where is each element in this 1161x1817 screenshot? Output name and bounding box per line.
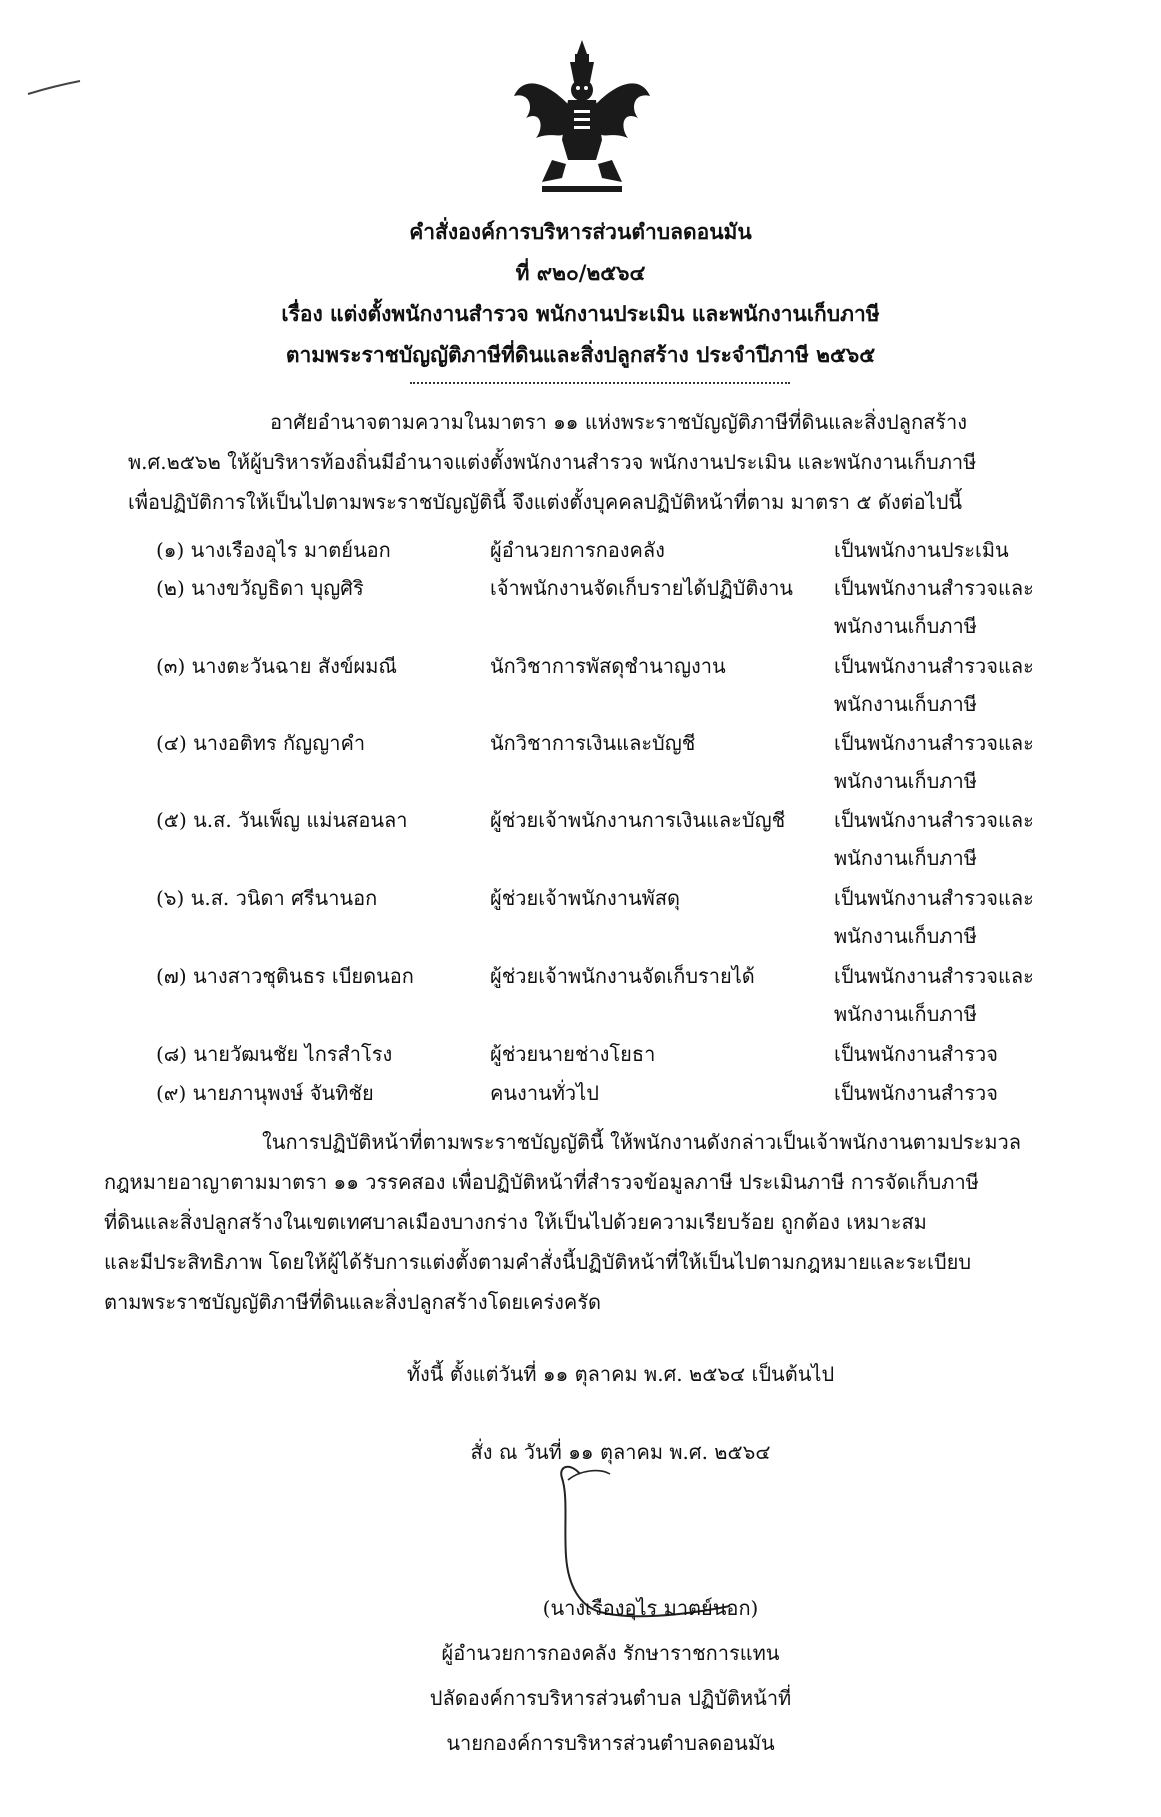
dotted-separator <box>410 382 790 384</box>
effective-date: ทั้งนี้ ตั้งแต่วันที่ ๑๑ ตุลาคม พ.ศ. ๒๕๖๔ เป็นต้นไป <box>406 1362 835 1386</box>
order-date: สั่ง ณ วันที่ ๑๑ ตุลาคม พ.ศ. ๒๕๖๔ <box>470 1440 771 1464</box>
document-page: คำสั่งองค์การบริหารส่วนตำบลดอนมัน ที่ ๙๒๐/๒๕๖๔ เรื่อง แต่งตั้งพนักงานสำรวจ พนักงานประเมิน และพนักงานเก็บภาษี ตามพระราชบัญญัติภาษีที่ดินและสิ่งปลูกสร้าง ประจำปีภาษี ๒๕๖๕ อาศัยอำนาจตามความในมาตรา ๑๑ แห่งพระราชบัญญัติภาษีที่ดินและสิ่งปลูกสร้าง พ.ศ.๒๕๖๒ ให้ผู้บริหารท้องถิ่นมีอำนาจแต่งตั้งพนักงานสำรวจ พนักงานประเมิน และพนักงานเก็บภาษี เพื่อปฏิบัติการให้เป็นไปตามพระราชบัญญัตินี้ จึงแต่งตั้งบุคคลปฏิบัติหน้าที่ตาม มาตรา ๕ ดังต่อไปนี้ (๑) นางเรืองอุไร มาตย์นอก ผู้อำนวยการกองคลัง เป็นพนักงานประเมิน (๒) นางขวัญธิดา บุญศิริ เจ้าพนักงานจัดเก็บรายได้ปฏิบัติงาน เป็นพนักงานสำรวจและ พนักงานเก็บภาษี (๓) นางตะวันฉาย สังข์ผมณี นักวิชาการพัสดุชำนาญงาน เป็นพนักงานสำรวจและ พนักงานเก็บภาษี (๔) นางอติทร กัญญาคำ นักวิชาการเงินและบัญชี เป็นพนักงานสำรวจและ พนักงานเก็บภาษี (๕) น.ส. วันเพ็ญ แม่นสอนลา ผู้ช่วยเจ้าพนักงานการเงินและบัญชี เป็นพนักงานสำรวจและ พนักงานเก็บภาษี (๖) น.ส. วนิดา ศรีนานอก ผู้ช่วยเจ้าพนักงานพัสดุ เป็นพนักงานสำรวจและ พนักงานเก็บภาษี (๗) นางสาวชุตินธร เบียดนอก ผู้ช่วยเจ้าพนักงานจัดเก็บรายได้ เป็นพนักงานสำรวจและ พนักงานเก็บภาษี (๘) นายวัฒนชัย ไกรสำโรง ผู้ช่วยนายช่างโยธา เป็นพนักงานสำรวจ (๙) นายภานุพงษ์ จันทิชัย คนงานทั่วไป เป็นพนักงานสำรวจ ในการปฏิบัติหน้าที่ตามพระราชบัญญัตินี้ ให้พนักงานดังกล่าวเป็นเจ้าพนักงานตามประมวล กฎหมายอาญาตามมาตรา ๑๑ วรรคสอง เพื่อปฏิบัติหน้าที่สำรวจข้อมูลภาษี ประเมินภาษี การจัดเก็บภาษี ที่ดินและสิ่งปลูกสร้างในเขตเทศบาลเมืองบางกร่าง ให้เป็นไปด้วยความเรียบร้อย ถูกต้อง เหมาะสม และมีประสิทธิภาพ โดยให้ผู้ได้รับการแต่งตั้งตามคำสั่งนี้ปฏิบัติหน้าที่ให้เป็นไปตามกฎหมายและระเบียบ ตามพระราชบัญญัติภาษีที่ดินและสิ่งปลูกสร้างโดยเคร่งครัด ทั้งนี้ ตั้งแต่วันที่ ๑๑ ตุลาคม พ.ศ. ๒๕๖๔ เป็นต้นไป สั่ง ณ วันที่ ๑๑ ตุลาคม พ.ศ. ๒๕๖๔ (นางเรืองอุไร มาตย์นอก) ผู้อำนวยการกองคลัง รักษาราชการแทน ปลัดองค์การบริหารส่วนตำบล ปฏิบัติหน้าที่ นายกองค์การบริหารส่วนตำบลดอนมัน <box>0 0 1161 1817</box>
order-title: คำสั่งองค์การบริหารส่วนตำบลดอนมัน <box>409 219 752 244</box>
signatory-name: (นางเรืองอุไร มาตย์นอก) <box>542 1596 759 1620</box>
duties-line-3: ที่ดินและสิ่งปลูกสร้างในเขตเทศบาลเมืองบางกร่าง ให้เป็นไปด้วยความเรียบร้อย ถูกต้อง เหมาะสม <box>104 1210 927 1234</box>
signatory-title-2: ปลัดองค์การบริหารส่วนตำบล ปฏิบัติหน้าที่ <box>429 1686 792 1710</box>
signatory-title-3: นายกองค์การบริหารส่วนตำบลดอนมัน <box>446 1731 775 1755</box>
subject-line-1: เรื่อง แต่งตั้งพนักงานสำรวจ พนักงานประเมิน และพนักงานเก็บภาษี <box>281 301 880 326</box>
intro-line-2: พ.ศ.๒๕๖๒ ให้ผู้บริหารท้องถิ่นมีอำนาจแต่งตั้งพนักงานสำรวจ พนักงานประเมิน และพนักงานเก็บภาษี <box>128 450 977 474</box>
subject-line-2: ตามพระราชบัญญัติภาษีที่ดินและสิ่งปลูกสร้าง ประจำปีภาษี ๒๕๖๕ <box>285 342 876 367</box>
pen-stroke-mark <box>26 78 82 98</box>
signatory-title-1: ผู้อำนวยการกองคลัง รักษาราชการแทน <box>441 1641 780 1665</box>
duties-line-4: และมีประสิทธิภาพ โดยให้ผู้ได้รับการแต่งตั้งตามคำสั่งนี้ปฏิบัติหน้าที่ให้เป็นไปตามกฎหมายและระเบียบ <box>104 1250 972 1274</box>
duties-line-5: ตามพระราชบัญญัติภาษีที่ดินและสิ่งปลูกสร้างโดยเคร่งครัด <box>104 1290 601 1314</box>
intro-line-3: เพื่อปฏิบัติการให้เป็นไปตามพระราชบัญญัตินี้ จึงแต่งตั้งบุคคลปฏิบัติหน้าที่ตาม มาตรา ๕ ดังต่อไปนี้ <box>128 490 963 514</box>
intro-line-1: อาศัยอำนาจตามความในมาตรา ๑๑ แห่งพระราชบัญญัติภาษีที่ดินและสิ่งปลูกสร้าง <box>270 410 967 434</box>
order-number: ที่ ๙๒๐/๒๕๖๔ <box>515 260 646 285</box>
garuda-emblem <box>512 38 652 196</box>
duties-line-2: กฎหมายอาญาตามมาตรา ๑๑ วรรคสอง เพื่อปฏิบัติหน้าที่สำรวจข้อมูลภาษี ประเมินภาษี การจัดเก็บภาษี <box>104 1170 979 1194</box>
duties-line-1: ในการปฏิบัติหน้าที่ตามพระราชบัญญัตินี้ ให้พนักงานดังกล่าวเป็นเจ้าพนักงานตามประมวล <box>262 1130 1022 1154</box>
